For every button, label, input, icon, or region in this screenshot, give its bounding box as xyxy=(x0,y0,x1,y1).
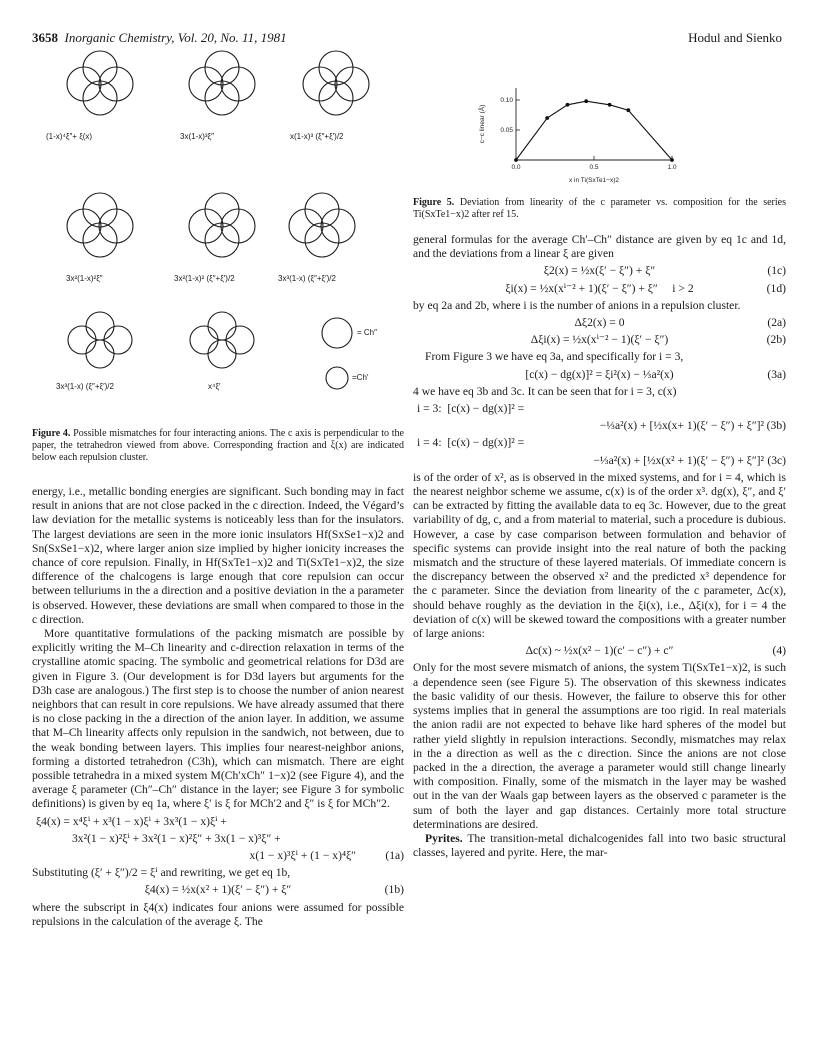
y-tick-label: 0.05 xyxy=(500,127,513,134)
paragraph: by eq 2a and 2b, where i is the number of anions in a repulsion cluster. xyxy=(413,298,741,312)
cluster-caption: x⁴ξ′ xyxy=(208,382,221,391)
paragraph: energy, i.e., metallic bonding energies are significant. Such bonding may in fact result in anions that are not close packed in the c direction. Indeed, the Végard’s law deviation for the metallic systems is noticeably less than for the insulators. The largest deviations are seen in the more ionic insulators Hf(SxSe1−x)2 and Sn(SxSe1−x)2, where larger anion size implied by higher ionicity increases the chance of core repulsion. Finally, in Hf(SxTe1−x)2 and Ti(SxTe1−x)2, the size difference of the chalcogens is large enough that core repulsion can occur between telluriums in the a direction and a positive deviation in the a parameter is observed. However, these deviations are small when compared to those in the c direction. xyxy=(32,485,404,626)
paragraph: More quantitative formulations of the packing mismatch are possible by explicitly writing the M–Ch linearity and c-direction relaxation in terms of the crystalline atomic spacing. The symbolic and geometrical relations for D3d are given in Figure 3. (Our development is for D3d layers but arguments for the D3h case are analogous.) The first step is to choose the number of anion nearest neighbors that can result in core repulsions. We have already assumed that there is no close packing in the a direction of the anion layer. In addition, we assume that M–Ch linearity affects only repulsion in the sandwich, not between, due to the weak bonding between layers. This implies four nearest-neighbor anions, forming a distorted tetrahedron (C3h), which can mismatch. There are eight possible tetrahedra in a mixed system M(Ch′xCh″ 1−x)2 (see Figure 4), and the average ξ parameter (Ch″–Ch″ distance in the layer; see Figure 3 for symbolic definitions) is given by eq 1a, where ξ′ is ξ for MCh′2 and ξ″ is ξ for MCh″2. xyxy=(32,627,404,811)
series-line xyxy=(516,101,672,160)
cluster-caption: x(1-x)³ (ξ″+ξ′)/2 xyxy=(290,132,344,141)
equation-1a-line3: x(1 − x)³ξⁱ + (1 − x)⁴ξ″ (1a) xyxy=(249,849,404,863)
section-heading-pyrites: Pyrites. xyxy=(425,831,463,845)
cluster-5 xyxy=(189,193,255,257)
legend-label-ch-double-prime: = Ch″ xyxy=(357,328,377,337)
equation-1a-line1: ξ4(x) = x⁴ξⁱ + x³(1 − x)ξⁱ + 3x³(1 − x)ξⁱ + xyxy=(36,814,227,828)
legend-small-circle xyxy=(326,367,348,389)
cluster-caption: 3x(1-x)³ξ″ xyxy=(180,132,214,141)
paragraph: is of the order of x², as is observed in the mixed systems, and for i = 4, which is the nearest neighbor scheme we assume, c(x) is of the order x³. dg(x), ξ″, and ξ′ can be extracted by fitting the available data to eq 3c. However, due to the great variability of dg, c, and a from material to material, such a procedure is dubious. However, a case by case comparison between formulation and behavior of specific systems can provide insight into the real nature of both the packing mismatch and the structure of these layered materials. Of immediate concern is the discrepancy between the observed x² and the predicted x³ dependence for the c parameter. Since the deviation from linearity of the c parameter, Δc(x), should behave roughly as the deviation in the ξi(x), i.e., Δξi(x), for i = 4 the deviation of c(x) will be skewed toward the compositions with a greater number of large anions: xyxy=(413,470,786,641)
cluster-7 xyxy=(68,312,132,368)
page-number: 3658 xyxy=(32,30,58,45)
paragraph: where the subscript in ξ4(x) indicates four anions were assumed for possible repulsions in the calculation of the average ξ. The xyxy=(32,900,404,928)
figure-4-caption xyxy=(32,428,404,464)
equation-1a-line2: 3x²(1 − x)²ξⁱ + 3x²(1 − x)²ξ″ + 3x(1 − x)³ξ″ + xyxy=(72,831,281,845)
cluster-4 xyxy=(67,193,133,257)
y-axis-label: c−c linear (Å) xyxy=(479,104,486,144)
right-column xyxy=(413,233,786,860)
paragraph: Substituting (ξ′ + ξ″)/2 = ξⁱ and rewriting, we get eq 1b, xyxy=(32,866,291,880)
figure-5-chart xyxy=(470,82,710,192)
cluster-caption: 3x²(1-x)² (ξ″+ξ′)/2 xyxy=(174,274,235,283)
equation-3b-line2: −⅓a²(x) + [½x(x+ 1)(ξ′ − ξ″) + ξ″]² (3b) xyxy=(599,419,786,433)
paragraph: Only for the most severe mismatch of anions, the system Ti(SxTe1−x)2, is such a dependence seen (see Figure 5). The observation of this skewness indicates the basic validity of our thesis. However, the failure to observe this for other systems implies that in general the assumptions are too rigid. In real materials the anion radii are not expected to behave like hard spheres of the model but rather yield slightly in repulsion interactions. Secondly, mismatches may relax in the a direction as well as the c direction. Since the anions are not close packed in the a direction, the average a parameter would still change linearly with composition. Finally, some of the mismatch in the layer may be washed out in the van der Waals gap between layers as the observed c parameter is the sum of both the layer and gap distances. Certainly more total structure determinations are desired. xyxy=(413,661,786,831)
left-column xyxy=(32,485,404,929)
data-point xyxy=(670,158,674,162)
equation-1d: ξi(x) = ½x(xⁱ⁻² + 1)(ξ′ − ξ″) + ξ″ i > 2 (1d) xyxy=(505,281,786,295)
equation-1c: ξ2(x) = ½x(ξ′ − ξ″) + ξ″ (1c) xyxy=(543,264,786,278)
x-tick-label: 0.0 xyxy=(511,164,521,171)
page-header-left xyxy=(32,30,287,46)
x-tick-label: 0.5 xyxy=(589,164,599,171)
data-point xyxy=(514,158,518,162)
figure-5-caption xyxy=(413,197,786,221)
cluster-caption: 3x²(1-x)²ξ″ xyxy=(66,274,103,283)
equation-1b: ξ4(x) = ½x(x² + 1)(ξ′ − ξ″) + ξ″ (1b) xyxy=(144,883,404,897)
figure-5-plot xyxy=(470,82,710,192)
equation-3a: [c(x) − dg(x)]² = ξi²(x) − ⅓a²(x) (3a) xyxy=(525,367,786,381)
legend-label-ch-prime: =Ch′ xyxy=(352,373,369,382)
equation-3c-line2: −⅓a²(x) + [½x(x² + 1)(ξ′ − ξ″) + ξ″]² (3c) xyxy=(593,453,786,467)
figure-4-caption-text: Possible mismatches for four interacting anions. The c axis is perpendicular to the paper, the tetrahedron viewed from above. Corresponding fraction and ξ(x) are indicated below each repulsion cluster. xyxy=(32,428,405,463)
paragraph: Pyrites. The transition-metal dichalcogenides fall into two basic structural classes, layered and pyrite. Here, the mar- xyxy=(413,831,786,860)
page-header-authors: Hodul and Sienko xyxy=(688,30,782,45)
paragraph: 4 we have eq 3b and 3c. It can be seen that for i = 3, c(x) xyxy=(413,384,677,398)
cluster-caption: (1-x)⁴ξ″+ ξ(x) xyxy=(46,132,93,141)
cluster-caption: 3x³(1-x) (ξ″+ξ′)/2 xyxy=(56,382,114,391)
data-point xyxy=(608,103,612,107)
equation-2b: Δξi(x) = ½x(xⁱ⁻² − 1)(ξ′ − ξ″) (2b) xyxy=(530,333,786,347)
legend-open-circle xyxy=(322,318,352,348)
figure-4 xyxy=(32,48,404,428)
cluster-8 xyxy=(190,312,254,368)
equation-4: Δc(x) ~ ½x(x² − 1)(c′ − c″) + c″ (4) xyxy=(525,644,786,658)
data-point xyxy=(626,108,630,112)
data-point xyxy=(584,99,588,103)
figure-4-clusters xyxy=(32,48,404,428)
figure-5-label: Figure 5. xyxy=(413,197,455,208)
equation-3c-line1: i = 4: [c(x) − dg(x)]² = xyxy=(417,436,525,450)
cluster-caption: 3x³(1-x) (ξ″+ξ′)/2 xyxy=(278,274,336,283)
equation-3b-line1: i = 3: [c(x) − dg(x)]² = xyxy=(417,402,525,416)
journal-citation: Inorganic Chemistry, Vol. 20, No. 11, 1981 xyxy=(64,30,287,45)
cluster-6 xyxy=(289,193,355,257)
figure-4-label: Figure 4. xyxy=(32,428,71,439)
cluster-2 xyxy=(189,51,255,115)
paragraph: From Figure 3 we have eq 3a, and specifically for i = 3, xyxy=(425,350,684,364)
figure-5-caption-text: Deviation from linearity of the c parameter vs. composition for the series Ti(SxTe1−x)2 after ref 15. xyxy=(413,197,786,220)
cluster-1 xyxy=(67,51,133,115)
data-point xyxy=(545,116,549,120)
paragraph: general formulas for the average Ch′–Ch″ distance are given by eq 1c and 1d, and the deviations from a linear ξ are given xyxy=(413,233,786,261)
x-tick-label: 1.0 xyxy=(667,164,677,171)
data-point xyxy=(566,103,570,107)
x-axis-label: x in Ti(SxTe1−x)2 xyxy=(568,177,620,184)
y-tick-label: 0.10 xyxy=(500,97,513,104)
cluster-3 xyxy=(303,51,369,115)
equation-2a: Δξ2(x) = 0 (2a) xyxy=(574,316,786,330)
